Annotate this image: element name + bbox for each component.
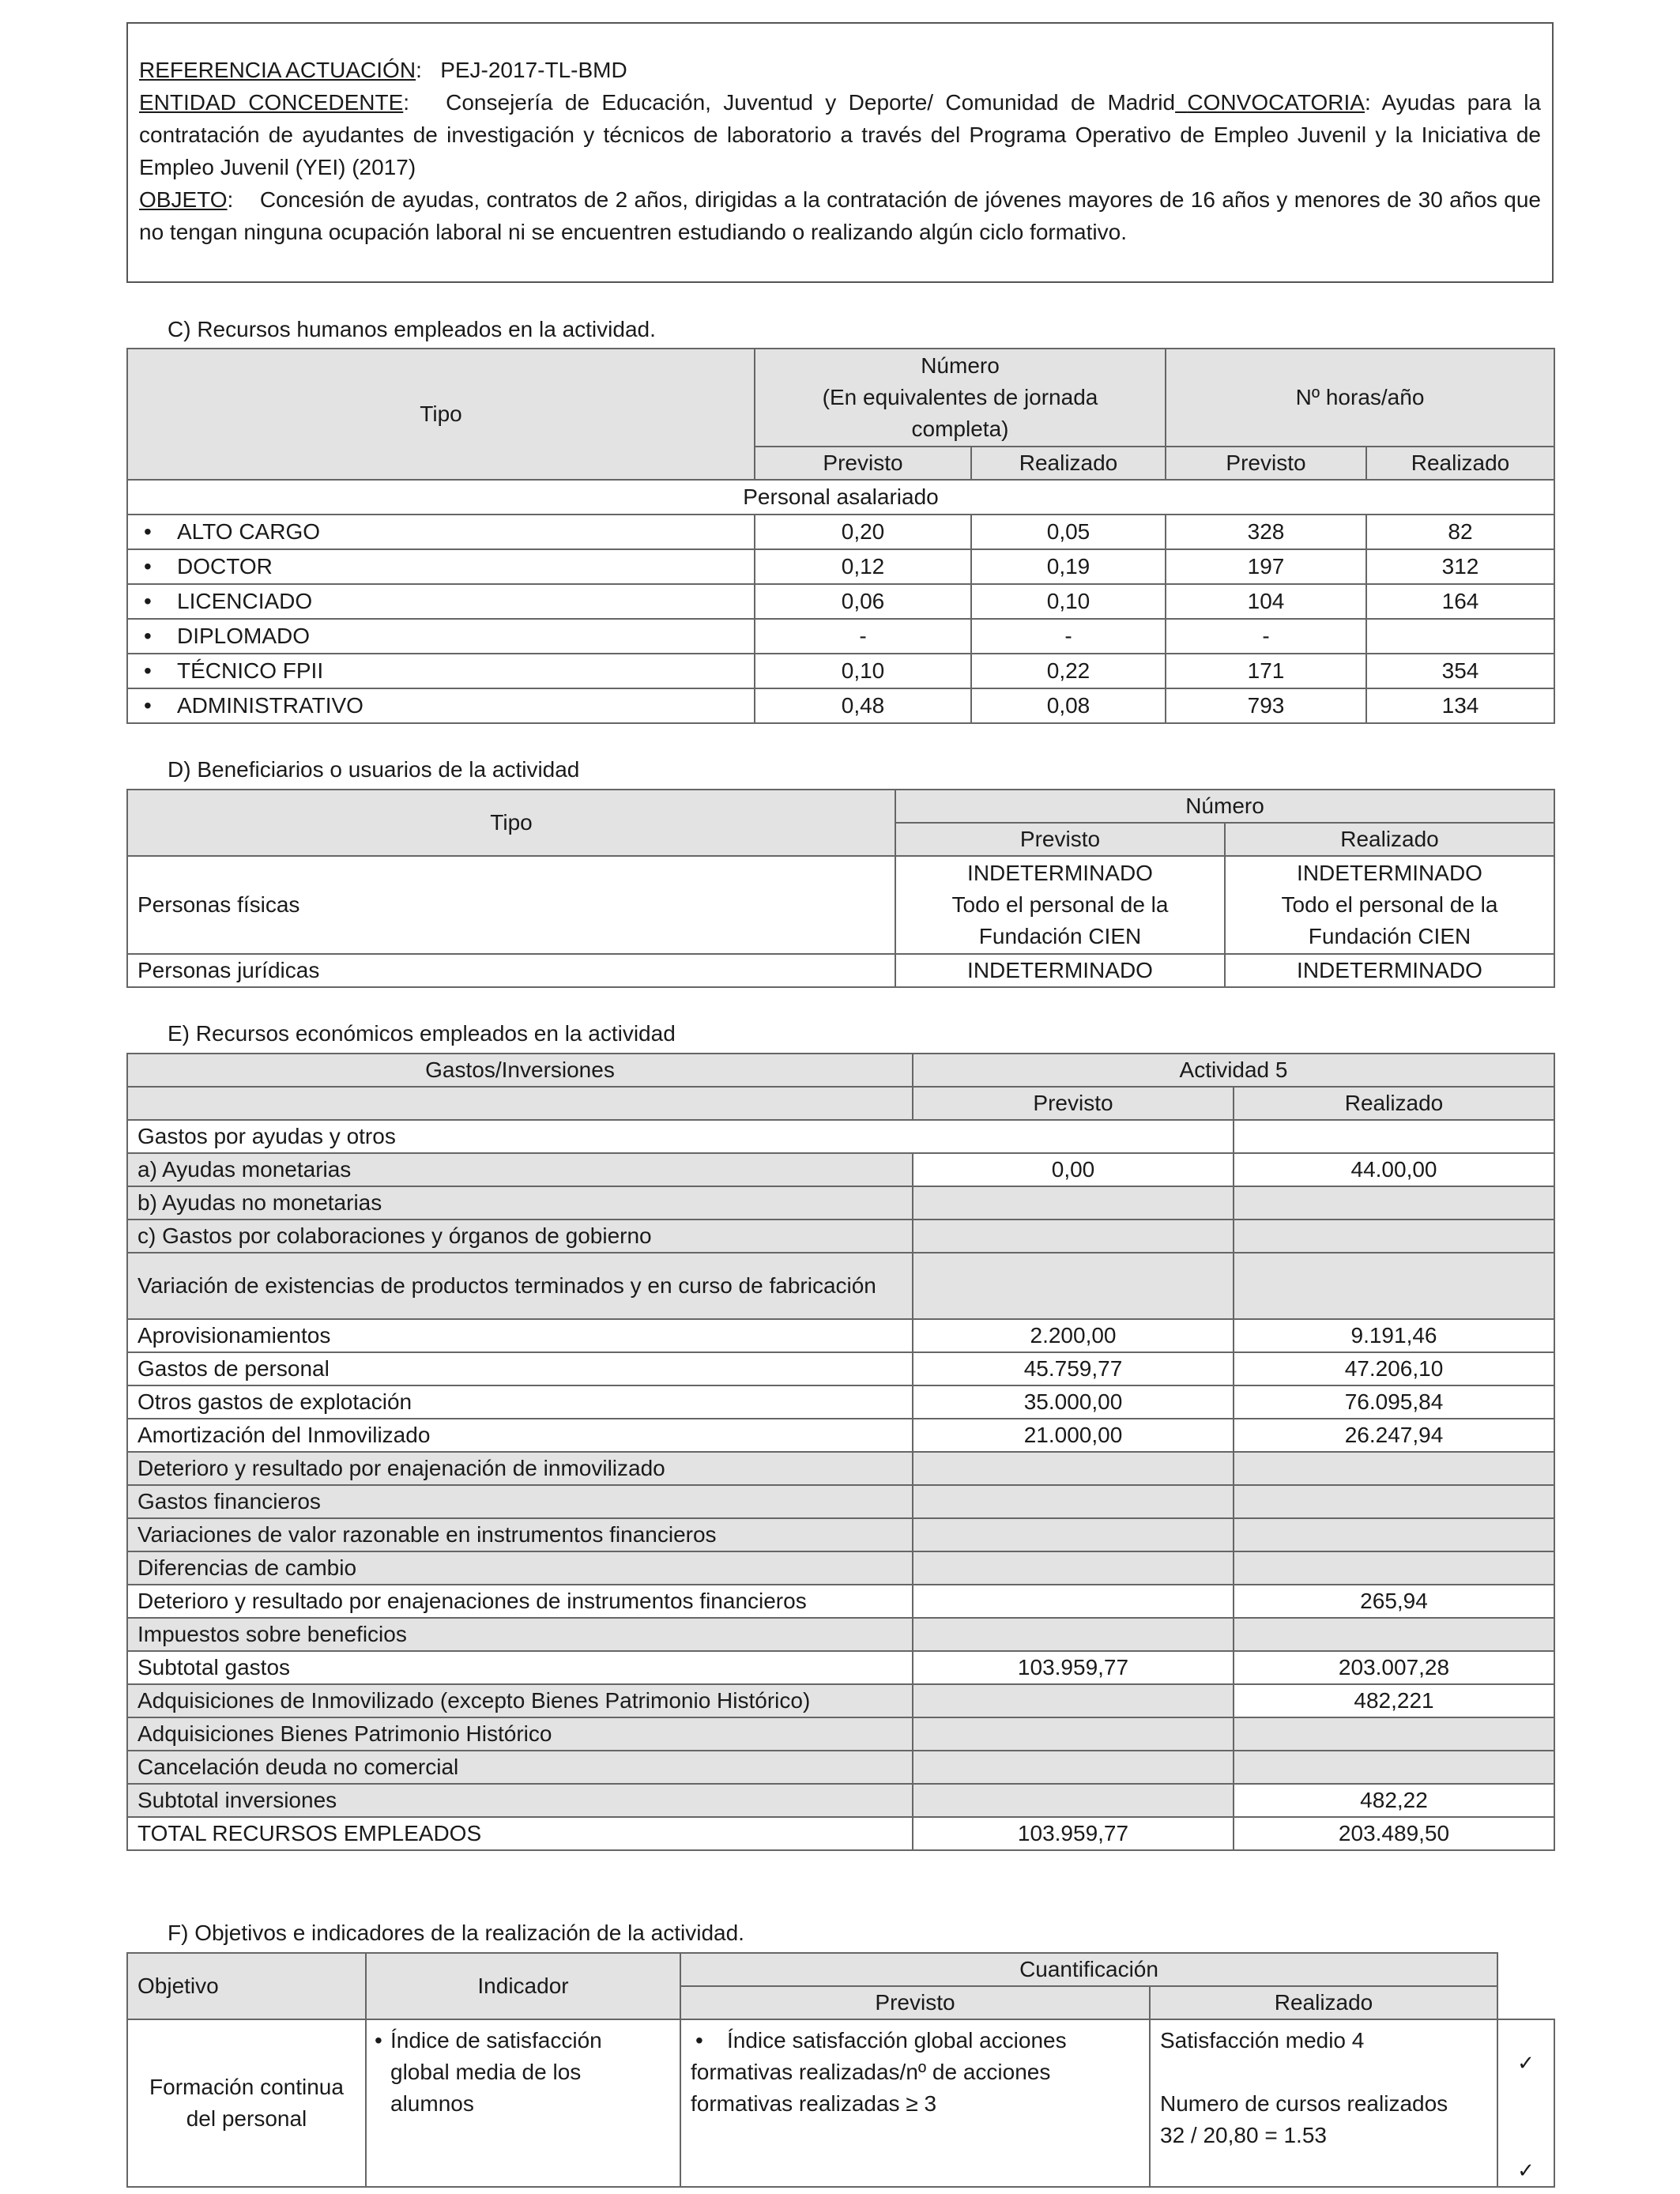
- table-row: [127, 1585, 1554, 1618]
- header-previsto: Previsto: [755, 447, 971, 480]
- row-realizado: [1234, 1751, 1554, 1784]
- human-resources-table: [126, 348, 1555, 724]
- table-row: [127, 1319, 1554, 1352]
- table-row: [127, 515, 1554, 549]
- table-row: [127, 1485, 1554, 1518]
- header-previsto: Previsto: [895, 823, 1225, 856]
- table-row: [127, 1452, 1554, 1485]
- header-realizado: Realizado: [1366, 447, 1554, 480]
- row-indicador: • Índice de satisfacción global media de los alumnos: [366, 2019, 680, 2187]
- row-numero-realizado: 0,05: [971, 515, 1166, 549]
- row-previsto: [913, 1452, 1234, 1485]
- row-realizado: [1234, 1186, 1554, 1220]
- table-row: [127, 1120, 1554, 1153]
- row-objetivo: Formación continua del personal: [127, 2019, 366, 2187]
- header-objetivo: Objetivo: [127, 1953, 366, 2019]
- row-tipo: Personas físicas: [127, 856, 895, 954]
- object-value: Concesión de ayudas, contratos de 2 años, dirigidas a la contratación de jóvenes mayores de 16 años y menores de 30 años que no tengan ninguna ocupación laboral ni se encuentren estudiando o realizando algún ciclo formativo.: [139, 187, 1541, 244]
- row-realizado: 44.00,00: [1234, 1153, 1554, 1186]
- row-label: Amortización del Inmovilizado: [127, 1419, 913, 1452]
- header-realizado: Realizado: [1225, 823, 1554, 856]
- row-horas-previsto: 197: [1166, 549, 1366, 584]
- row-realizado: 482,22: [1234, 1784, 1554, 1817]
- header-realizado: Realizado: [971, 447, 1166, 480]
- row-horas-realizado: 312: [1366, 549, 1554, 584]
- header-cuantificacion: Cuantificación: [680, 1953, 1497, 1986]
- row-tipo: • DIPLOMADO: [127, 619, 755, 654]
- row-previsto: 21.000,00: [913, 1419, 1234, 1452]
- row-horas-realizado: 354: [1366, 654, 1554, 688]
- row-label: Subtotal inversiones: [127, 1784, 913, 1817]
- row-label: Gastos de personal: [127, 1352, 913, 1385]
- row-previsto: [913, 1518, 1234, 1551]
- row-previsto: [913, 1551, 1234, 1585]
- row-previsto: [913, 1751, 1234, 1784]
- row-realizado: 76.095,84: [1234, 1385, 1554, 1419]
- row-label: Adquisiciones de Inmovilizado (excepto Bienes Patrimonio Histórico): [127, 1684, 913, 1717]
- row-label: Cancelación deuda no comercial: [127, 1751, 913, 1784]
- table-row: [127, 1784, 1554, 1817]
- row-previsto: INDETERMINADO Todo el personal de la Fundación CIEN: [895, 856, 1225, 954]
- row-label: a) Ayudas monetarias: [127, 1153, 913, 1186]
- row-horas-previsto: 104: [1166, 584, 1366, 619]
- ref-label: REFERENCIA ACTUACIÓN: [139, 58, 416, 82]
- row-numero-realizado: 0,10: [971, 584, 1166, 619]
- entity-label: ENTIDAD CONCEDENTE: [139, 90, 404, 115]
- objectives-table: [126, 1952, 1555, 2188]
- row-realizado: 26.247,94: [1234, 1419, 1554, 1452]
- object-label: OBJETO: [139, 187, 228, 212]
- section-e-title: E) Recursos económicos empleados en la actividad: [168, 1021, 676, 1046]
- table-row: [127, 2019, 1554, 2187]
- table-row: [127, 619, 1554, 654]
- row-previsto: • Índice satisfacción global acciones formativas realizadas/nº de acciones formativas realizadas ≥ 3: [680, 2019, 1150, 2187]
- row-previsto: 2.200,00: [913, 1319, 1234, 1352]
- row-previsto: 103.959,77: [913, 1651, 1234, 1684]
- table-row: [127, 654, 1554, 688]
- header-tipo: Tipo: [127, 790, 895, 856]
- row-label: Aprovisionamientos: [127, 1319, 913, 1352]
- row-previsto: 45.759,77: [913, 1352, 1234, 1385]
- check-icon: ✓: [1517, 2158, 1535, 2182]
- table-row: [127, 1385, 1554, 1419]
- header-tipo: Tipo: [127, 349, 755, 480]
- row-numero-previsto: 0,06: [755, 584, 971, 619]
- row-realizado: Satisfacción medio 4 Numero de cursos realizados 32 / 20,80 = 1.53: [1150, 2019, 1497, 2187]
- row-realizado: [1234, 1220, 1554, 1253]
- row-previsto: [913, 1717, 1234, 1751]
- header-previsto: Previsto: [913, 1087, 1234, 1120]
- section-d-title: D) Beneficiarios o usuarios de la actividad: [168, 757, 580, 782]
- table-row: [127, 954, 1554, 987]
- row-realizado: 203.489,50: [1234, 1817, 1554, 1850]
- table-row: [127, 549, 1554, 584]
- row-realizado: 47.206,10: [1234, 1352, 1554, 1385]
- check-icon: ✓: [1517, 2051, 1535, 2075]
- object-line: OBJETO: Concesión de ayudas, contratos de 2 años, dirigidas a la contratación de jóvenes mayores de 16 años y menores de 30 años que no tengan ninguna ocupación laboral ni se encuentren estudiando o realizando algún ciclo formativo.: [139, 187, 1541, 244]
- row-realizado: [1234, 1717, 1554, 1751]
- row-realizado: [1234, 1618, 1554, 1651]
- section-c-title: C) Recursos humanos empleados en la actividad.: [168, 317, 656, 341]
- table-row: [127, 1751, 1554, 1784]
- table-row: [127, 1618, 1554, 1651]
- row-label: Adquisiciones Bienes Patrimonio Histórico: [127, 1717, 913, 1751]
- row-previsto: [913, 1684, 1234, 1717]
- row-label: Deterioro y resultado por enajenación de inmovilizado: [127, 1452, 913, 1485]
- row-realizado: [1234, 1120, 1554, 1153]
- header-realizado: Realizado: [1234, 1087, 1554, 1120]
- table-row: [127, 1518, 1554, 1551]
- table-row: [127, 1717, 1554, 1751]
- table-row: [127, 1253, 1554, 1319]
- row-horas-realizado: [1366, 619, 1554, 654]
- row-label: Variación de existencias de productos terminados y en curso de fabricación: [127, 1253, 913, 1319]
- row-numero-realizado: 0,22: [971, 654, 1166, 688]
- table-row: [127, 1817, 1554, 1850]
- row-previsto: 0,00: [913, 1153, 1234, 1186]
- row-numero-previsto: 0,20: [755, 515, 971, 549]
- conv-value: : Ayudas para la contratación de ayudantes de investigación y técnicos de laboratorio a través del Programa Operativo de Empleo Juvenil y la Iniciativa de Empleo Juvenil (YEI) (2017): [139, 90, 1541, 179]
- row-numero-realizado: -: [971, 619, 1166, 654]
- row-realizado: [1234, 1452, 1554, 1485]
- row-numero-previsto: 0,12: [755, 549, 971, 584]
- row-numero-previsto: 0,10: [755, 654, 971, 688]
- row-realizado: [1234, 1485, 1554, 1518]
- entity-value: Consejería de Educación, Juventud y Deporte/ Comunidad de Madrid: [446, 90, 1176, 115]
- table-row: [127, 1352, 1554, 1385]
- row-label: Gastos financieros: [127, 1485, 913, 1518]
- table-row: [127, 1651, 1554, 1684]
- row-tipo: • LICENCIADO: [127, 584, 755, 619]
- row-realizado: 482,221: [1234, 1684, 1554, 1717]
- row-horas-previsto: 793: [1166, 688, 1366, 723]
- row-label: Gastos por ayudas y otros: [127, 1120, 1234, 1153]
- header-previsto: Previsto: [680, 1986, 1150, 2019]
- row-realizado: 203.007,28: [1234, 1651, 1554, 1684]
- row-label: Diferencias de cambio: [127, 1551, 913, 1585]
- header-numero: Número (En equivalentes de jornada completa): [755, 349, 1166, 447]
- row-numero-realizado: 0,19: [971, 549, 1166, 584]
- row-horas-realizado: 164: [1366, 584, 1554, 619]
- check-cell: [1497, 2019, 1554, 2187]
- row-label: Impuestos sobre beneficios: [127, 1618, 913, 1651]
- row-label: Deterioro y resultado por enajenaciones de instrumentos financieros: [127, 1585, 913, 1618]
- table-row: [127, 584, 1554, 619]
- row-previsto: [913, 1186, 1234, 1220]
- row-horas-previsto: 171: [1166, 654, 1366, 688]
- row-tipo: • TÉCNICO FPII: [127, 654, 755, 688]
- reference-line: REFERENCIA ACTUACIÓN: PEJ-2017-TL-BMD: [139, 58, 627, 82]
- row-previsto: [913, 1784, 1234, 1817]
- row-realizado: 9.191,46: [1234, 1319, 1554, 1352]
- table-row: [127, 1220, 1554, 1253]
- row-realizado: [1234, 1253, 1554, 1319]
- row-previsto: [913, 1485, 1234, 1518]
- row-label: Otros gastos de explotación: [127, 1385, 913, 1419]
- table-row: [127, 688, 1554, 723]
- reference-box: [126, 22, 1554, 283]
- entity-line: ENTIDAD CONCEDENTE: Consejería de Educación, Juventud y Deporte/ Comunidad de Madrid CONVOCATORIA: Ayudas para la contratación de ayudantes de investigación y técnicos de laboratorio a través del Programa Operativo de Empleo Juvenil y la Iniciativa de Empleo Juvenil (YEI) (2017): [139, 90, 1541, 179]
- economic-resources-table: [126, 1053, 1555, 1851]
- row-previsto: [913, 1618, 1234, 1651]
- row-previsto: [913, 1253, 1234, 1319]
- header-previsto: Previsto: [1166, 447, 1366, 480]
- beneficiaries-table: [126, 789, 1555, 988]
- row-previsto: [913, 1585, 1234, 1618]
- header-indicador: Indicador: [366, 1953, 680, 2019]
- row-numero-previsto: 0,48: [755, 688, 971, 723]
- row-realizado: [1234, 1518, 1554, 1551]
- table-row: [127, 856, 1554, 954]
- row-previsto: 35.000,00: [913, 1385, 1234, 1419]
- table-row: [127, 1153, 1554, 1186]
- row-tipo: • ADMINISTRATIVO: [127, 688, 755, 723]
- row-horas-previsto: -: [1166, 619, 1366, 654]
- row-label: Variaciones de valor razonable en instrumentos financieros: [127, 1518, 913, 1551]
- row-label: b) Ayudas no monetarias: [127, 1186, 913, 1220]
- header-numero: Número: [895, 790, 1554, 823]
- table-row: [127, 1551, 1554, 1585]
- row-realizado: INDETERMINADO: [1225, 954, 1554, 987]
- row-numero-previsto: -: [755, 619, 971, 654]
- row-label: TOTAL RECURSOS EMPLEADOS: [127, 1817, 913, 1850]
- row-label: Subtotal gastos: [127, 1651, 913, 1684]
- row-previsto: [913, 1220, 1234, 1253]
- row-label: c) Gastos por colaboraciones y órganos de gobierno: [127, 1220, 913, 1253]
- ref-value: PEJ-2017-TL-BMD: [440, 58, 627, 82]
- header-actividad: Actividad 5: [913, 1054, 1554, 1087]
- row-realizado: INDETERMINADO Todo el personal de la Fundación CIEN: [1225, 856, 1554, 954]
- row-horas-realizado: 82: [1366, 515, 1554, 549]
- row-tipo: • ALTO CARGO: [127, 515, 755, 549]
- row-realizado: [1234, 1551, 1554, 1585]
- header-horas: Nº horas/año: [1166, 349, 1554, 447]
- header-realizado: Realizado: [1150, 1986, 1497, 2019]
- row-horas-previsto: 328: [1166, 515, 1366, 549]
- row-realizado: 265,94: [1234, 1585, 1554, 1618]
- row-tipo: Personas jurídicas: [127, 954, 895, 987]
- header-gastos: Gastos/Inversiones: [127, 1054, 913, 1087]
- table-row: [127, 1186, 1554, 1220]
- row-previsto: 103.959,77: [913, 1817, 1234, 1850]
- table-row: [127, 1684, 1554, 1717]
- row-horas-realizado: 134: [1366, 688, 1554, 723]
- conv-label: CONVOCATORIA: [1187, 90, 1365, 115]
- row-previsto: INDETERMINADO: [895, 954, 1225, 987]
- table-row: [127, 1419, 1554, 1452]
- row-numero-realizado: 0,08: [971, 688, 1166, 723]
- section-f-title: F) Objetivos e indicadores de la realización de la actividad.: [168, 1921, 744, 1945]
- group-row: Personal asalariado: [127, 480, 1554, 515]
- row-tipo: • DOCTOR: [127, 549, 755, 584]
